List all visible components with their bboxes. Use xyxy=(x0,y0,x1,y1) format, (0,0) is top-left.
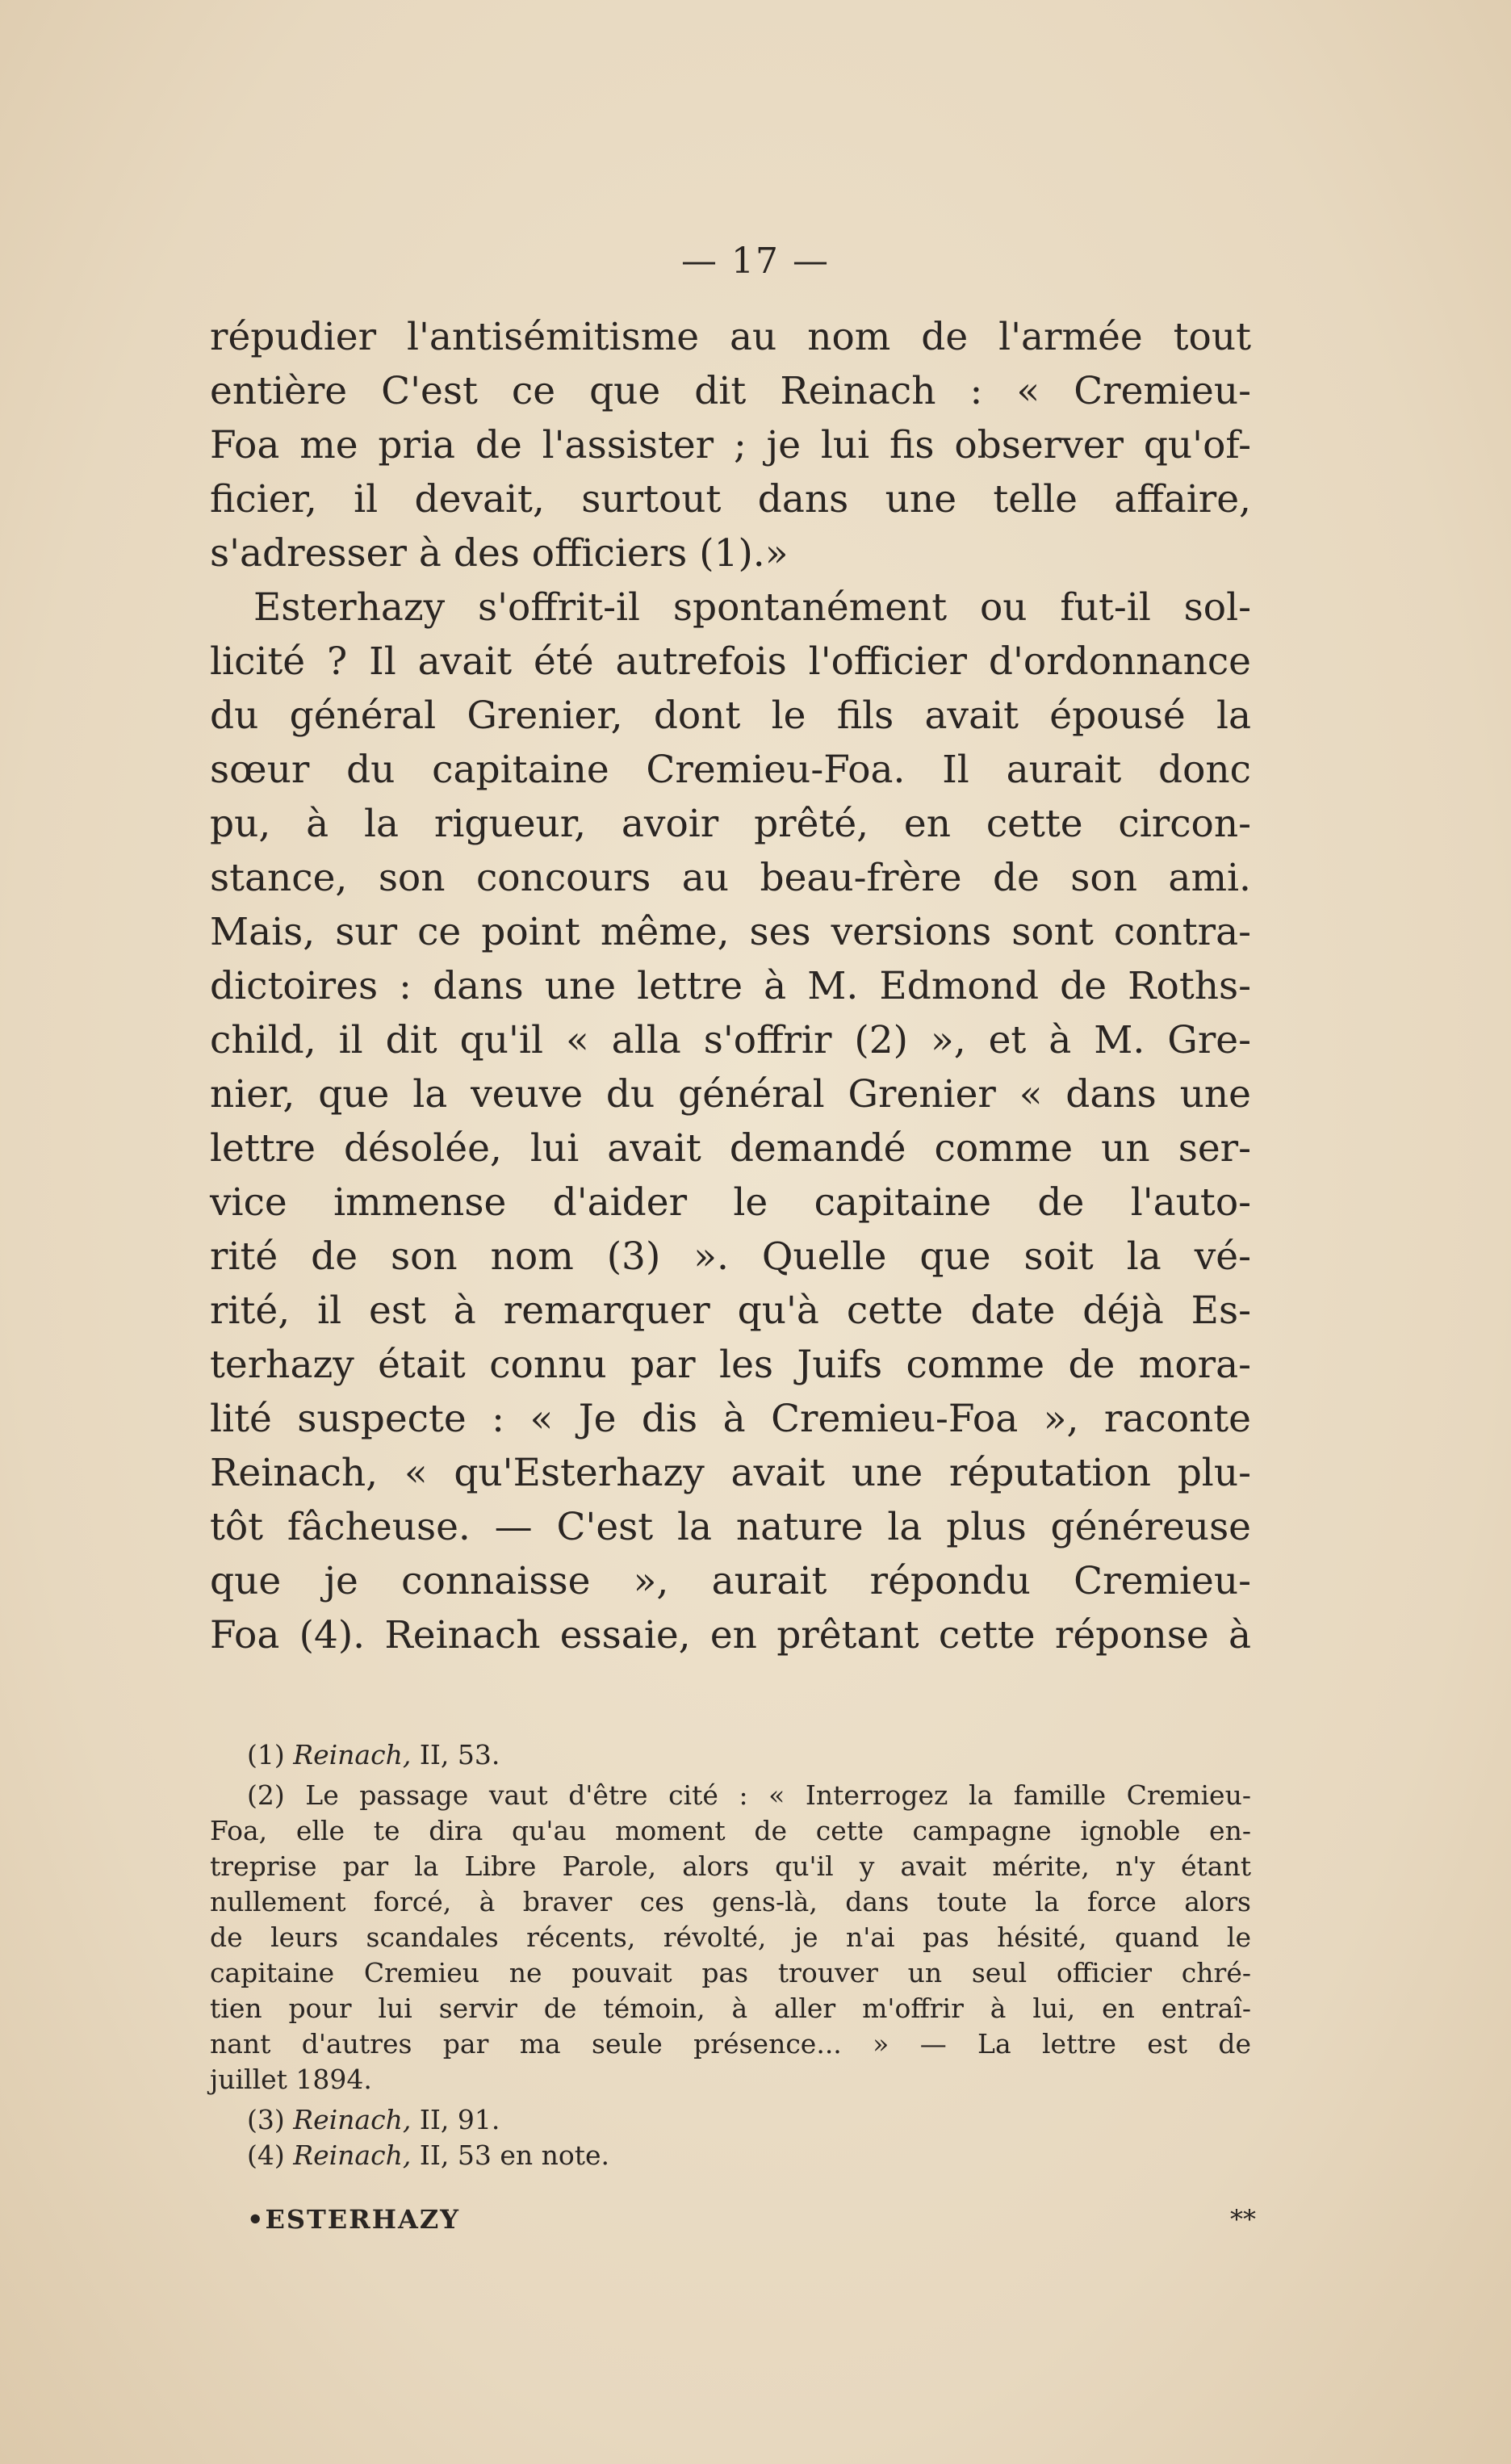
text-line: rité de son nom (3) ». Quelle que soit la vé- xyxy=(210,1234,1251,1279)
text-line: sœur du capitaine Cremieu-Foa. Il aurait donc xyxy=(210,748,1251,792)
footnote-1: (1) Reinach, II, 53. xyxy=(247,1739,500,1770)
footnotes xyxy=(210,1737,1251,2173)
text-line: child, il dit qu'il « alla s'offrir (2) », et à M. Gre- xyxy=(210,1018,1251,1062)
footnote-2-line: nant d'autres par ma seule présence... » — La lettre est de xyxy=(210,2028,1251,2060)
footnote-2-line: de leurs scandales récents, révolté, je n'ai pas hésité, quand le xyxy=(210,1921,1251,1953)
footnote-2-line: capitaine Cremieu ne pouvait pas trouver un seul officier chré- xyxy=(210,1957,1251,1988)
text-line: Foa me pria de l'assister ; je lui fis observer qu'of- xyxy=(210,423,1251,467)
text-line: lettre désolée, lui avait demandé comme un ser- xyxy=(210,1126,1251,1171)
text-line: ficier, il devait, surtout dans une telle affaire, xyxy=(210,477,1251,522)
text-line: s'adresser à des officiers (1).» xyxy=(210,531,789,576)
body-text xyxy=(210,310,1251,1662)
signature-asterisks: ** xyxy=(1230,2204,1256,2235)
footnote-2-line: juillet 1894. xyxy=(210,2064,372,2095)
text-line: lité suspecte : « Je dis à Cremieu-Foa », raconte xyxy=(210,1397,1251,1441)
footnote-2-line: nullement forcé, à braver ces gens-là, dans toute la force alors xyxy=(210,1886,1251,1917)
text-line: vice immense d'aider le capitaine de l'auto- xyxy=(210,1180,1251,1225)
footnote-4: (4) Reinach, II, 53 en note. xyxy=(247,2139,610,2171)
signature-mark: •ESTERHAZY xyxy=(247,2204,461,2235)
text-line: Mais, sur ce point même, ses versions sont contra- xyxy=(210,910,1251,954)
footnote-3: (3) Reinach, II, 91. xyxy=(247,2104,500,2135)
text-line: terhazy était connu par les Juifs comme de mora- xyxy=(210,1343,1251,1387)
text-line: nier, que la veuve du général Grenier « dans une xyxy=(210,1072,1251,1117)
text-line: rité, il est à remarquer qu'à cette date déjà Es- xyxy=(210,1289,1251,1333)
page-number: — 17 — xyxy=(681,241,830,282)
footnote-2-line: treprise par la Libre Parole, alors qu'il y avait mérite, n'y étant xyxy=(210,1850,1251,1882)
text-line: licité ? Il avait été autrefois l'officier d'ordonnance xyxy=(210,639,1251,684)
text-line: Foa (4). Reinach essaie, en prêtant cette réponse à xyxy=(210,1613,1251,1657)
text-line: du général Grenier, dont le fils avait épousé la xyxy=(210,694,1251,738)
text-line: pu, à la rigueur, avoir prêté, en cette circon- xyxy=(210,802,1251,846)
text-line: Esterhazy s'offrit-il spontanément ou fut-il sol- xyxy=(253,585,1251,630)
footnote-2-line: tien pour lui servir de témoin, à aller m'offrir à lui, en entraî- xyxy=(210,1993,1251,2024)
text-line: répudier l'antisémitisme au nom de l'armée tout xyxy=(210,315,1251,359)
text-line: tôt fâcheuse. — C'est la nature la plus généreuse xyxy=(210,1505,1251,1549)
text-line: dictoires : dans une lettre à M. Edmond de Roths- xyxy=(210,964,1251,1008)
text-line: entière C'est ce que dit Reinach : « Cremieu- xyxy=(210,369,1251,413)
footnote-2-line: (2) Le passage vaut d'être cité : « Interrogez la famille Cremieu- xyxy=(247,1779,1251,1811)
text-line: stance, son concours au beau-frère de son ami. xyxy=(210,856,1251,900)
footnote-2-line: Foa, elle te dira qu'au moment de cette campagne ignoble en- xyxy=(210,1815,1251,1846)
text-line: que je connaisse », aurait répondu Cremieu- xyxy=(210,1559,1251,1603)
text-line: Reinach, « qu'Esterhazy avait une réputation plu- xyxy=(210,1451,1251,1495)
signature-row xyxy=(247,2204,1256,2240)
